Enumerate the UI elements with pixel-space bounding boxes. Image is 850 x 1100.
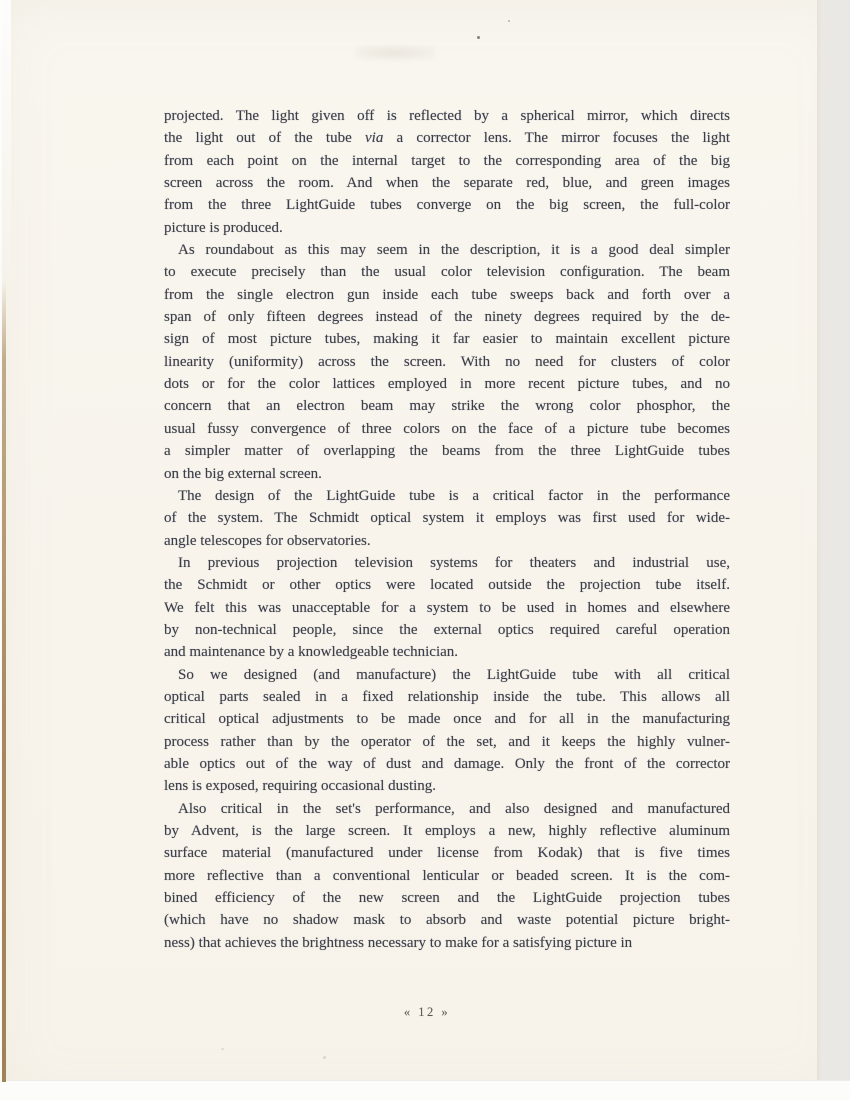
- text-line: process rather than by the operator of the set, and it keeps the highly vulner-: [164, 733, 730, 750]
- text-line: and maintenance by a knowledgeable technician.: [164, 644, 459, 661]
- text-line: from the three LightGuide tubes converge on the big screen, the full-color: [164, 197, 730, 214]
- text-line: of the system. The Schmidt optical system it employs was first used for wide-: [164, 510, 730, 527]
- text-line: from each point on the internal target to the corresponding area of the big: [164, 152, 730, 169]
- scanner-bed-bottom-strip: [0, 1080, 850, 1100]
- text-line: surface material (manufactured under license from Kodak) that is five times: [164, 845, 730, 862]
- text-line: sign of most picture tubes, making it far easier to maintain excellent picture: [164, 331, 730, 348]
- text-line: the Schmidt or other optics were located outside the projection tube itself.: [164, 577, 730, 594]
- page-number: « 12 »: [403, 1005, 451, 1019]
- text-line: optical parts sealed in a fixed relationship inside the tube. This allows all: [164, 688, 730, 705]
- dust-speck: [221, 1048, 224, 1050]
- text-line: The design of the LightGuide tube is a critical factor in the performance: [178, 487, 730, 504]
- text-line: span of only fifteen degrees instead of the ninety degrees required by the de-: [164, 309, 730, 326]
- text-line: from the single electron gun inside each tube sweeps back and forth over a: [164, 286, 730, 303]
- text-line: by non-technical people, since the external optics required careful operation: [164, 621, 730, 638]
- paragraph: [164, 798, 730, 954]
- page-left-highlight: [0, 0, 11, 300]
- paragraph: [164, 552, 730, 664]
- text-line: to execute precisely than the usual color television configuration. The beam: [164, 264, 730, 281]
- text-line: linearity (uniformity) across the screen. With no need for clusters of color: [164, 353, 730, 370]
- text-line: a simpler matter of overlapping the beams from the three LightGuide tubes: [164, 443, 730, 460]
- text-line: able optics out of the way of dust and damage. Only the front of the corrector: [164, 755, 730, 772]
- scanner-bed-right-strip: [817, 0, 850, 1084]
- text-line: more reflective than a conventional lenticular or beaded screen. It is the com-: [164, 867, 730, 884]
- text-block: [164, 105, 730, 954]
- dust-speck: [323, 1056, 326, 1059]
- text-line: angle telescopes for observatories.: [164, 532, 371, 549]
- binding-edge-line: [2, 280, 6, 1082]
- text-line: critical optical adjustments to be made once and for all in the manufacturing: [164, 711, 730, 728]
- dust-speck: [508, 20, 510, 22]
- paragraph: [164, 105, 730, 239]
- text-line: screen across the room. And when the separate red, blue, and green images: [164, 175, 730, 192]
- paragraph: [164, 239, 730, 485]
- text-line: picture is produced.: [164, 219, 283, 236]
- dust-speck: [477, 36, 480, 39]
- scan-smudge: [355, 46, 435, 60]
- text-line: (which have no shadow mask to absorb and waste potential picture bright-: [164, 912, 730, 929]
- text-line: Also critical in the set's performance, and also designed and manufactured: [178, 800, 730, 817]
- paragraph: [164, 485, 730, 552]
- paragraph: [164, 664, 730, 798]
- text-line: the light out of the tube via a corrector lens. The mirror focuses the light: [164, 130, 730, 147]
- text-line: on the big external screen.: [164, 465, 322, 482]
- text-line: usual fussy convergence of three colors on the face of a picture tube becomes: [164, 420, 730, 437]
- text-line: lens is exposed, requiring occasional dusting.: [164, 778, 437, 795]
- text-line: dots or for the color lattices employed in more recent picture tubes, and no: [164, 376, 730, 393]
- text-line: by Advent, is the large screen. It employs a new, highly reflective aluminum: [164, 823, 730, 839]
- text-line: concern that an electron beam may strike the wrong color phosphor, the: [164, 398, 730, 415]
- text-line: We felt this was unacceptable for a system to be used in homes and elsewhere: [164, 599, 730, 616]
- text-line: In previous projection television systems for theaters and industrial use,: [178, 554, 730, 571]
- text-line: bined efficiency of the new screen and the LightGuide projection tubes: [164, 890, 730, 907]
- text-line: ness) that achieves the brightness necessary to make for a satisfying picture in: [164, 934, 633, 951]
- text-line: As roundabout as this may seem in the description, it is a good deal simpler: [178, 242, 730, 259]
- text-line: So we designed (and manufacture) the LightGuide tube with all critical: [178, 666, 730, 683]
- text-line: projected. The light given off is reflected by a spherical mirror, which directs: [164, 108, 730, 124]
